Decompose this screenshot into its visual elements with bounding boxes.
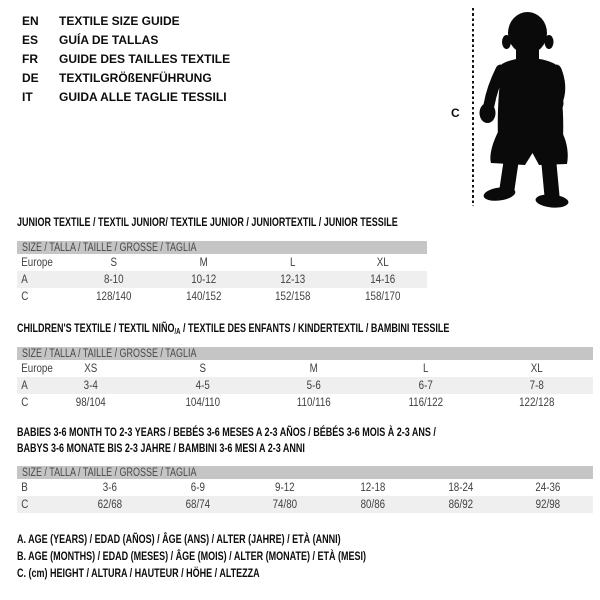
language-label: TEXTILGRÖßENFÜHRUNG (59, 70, 212, 85)
table-row-months (17, 479, 593, 496)
section-title-babies-line2: BABYS 3-6 MONATE BIS 2-3 JAHRE / BAMBINI 3-6 MESI A 2-3 ANNI (17, 441, 305, 455)
size-cell: 98/104 (75, 396, 106, 409)
size-cell: 68/74 (185, 498, 210, 511)
size-header-label: SIZE / TALLA / TAILLE / GRÖSSE / TAGLIA (22, 347, 197, 360)
size-cell: L (290, 256, 296, 269)
size-cell: 12-13 (280, 273, 306, 286)
section-title-junior: JUNIOR TEXTILE / TEXTIL JUNIOR/ TEXTILE JUNIOR / JUNIORTEXTIL / JUNIOR TESSILE (17, 215, 398, 229)
row-label: C (21, 290, 29, 303)
size-header-label: SIZE / TALLA / TAILLE / GRÖSSE / TAGLIA (22, 466, 197, 479)
table-row-height (17, 496, 593, 513)
size-cell: XS (84, 362, 98, 375)
row-label: A (21, 273, 28, 286)
language-label: GUIDA ALLE TAGLIE TESSILI (59, 89, 227, 104)
height-measure-dashed-line (472, 8, 474, 206)
size-cell: 140/152 (185, 290, 221, 303)
size-cell: 158/170 (364, 290, 400, 303)
size-cell: L (422, 362, 428, 375)
row-label: C (21, 498, 29, 511)
table-row-height (17, 394, 593, 411)
table-row-age (17, 377, 593, 394)
size-cell: 128/140 (96, 290, 132, 303)
size-cell: 86/92 (448, 498, 473, 511)
language-row-it (22, 87, 230, 106)
language-label: GUIDE DES TAILLES TEXTILE (59, 51, 231, 66)
legend-footnotes (17, 531, 482, 582)
size-header-label: SIZE / TALLA / TAILLE / GRÖSSE / TAGLIA (22, 241, 197, 254)
language-code: DE (22, 70, 39, 85)
title-text: CHILDREN'S TEXTILE / TEXTIL NIÑO (17, 321, 175, 335)
language-label: GUÍA DE TALLAS (59, 32, 159, 47)
size-cell: 8-10 (103, 273, 124, 286)
children-size-table (17, 347, 593, 411)
size-cell: 6-7 (418, 379, 433, 392)
size-cell: XL (376, 256, 389, 269)
size-cell: M (199, 256, 208, 269)
size-cell: 10-12 (190, 273, 216, 286)
size-cell: 9-12 (275, 481, 296, 494)
size-cell: 122/128 (519, 396, 555, 409)
title-subscript: /A (174, 327, 181, 336)
size-cell: 18-24 (448, 481, 474, 494)
row-label: A (21, 379, 28, 392)
section-title-babies-line1: BABIES 3-6 MONTH TO 2-3 YEARS / BEBÉS 3-6 MESES A 2-3 AÑOS / BÉBÉS 3-6 MOIS À 2-3 ANS / (17, 425, 436, 439)
language-code: FR (22, 51, 38, 66)
row-label: Europe (21, 362, 53, 375)
size-header-bar (17, 241, 427, 254)
size-cell: 62/68 (97, 498, 123, 511)
size-cell: S (198, 362, 206, 375)
size-cell: 6-9 (190, 481, 205, 494)
size-header-bar (17, 466, 593, 479)
row-label: B (21, 481, 28, 494)
size-cell: 110/116 (296, 396, 331, 409)
language-code: ES (22, 32, 39, 47)
table-row-age (17, 271, 427, 288)
size-cell: S (110, 256, 118, 269)
size-cell: 3-6 (102, 481, 117, 494)
language-row-fr (22, 49, 230, 68)
table-row-height (17, 288, 427, 305)
size-cell: 14-16 (369, 273, 395, 286)
language-code: IT (22, 89, 33, 104)
baby-silhouette-icon (478, 6, 578, 208)
size-cell: 116/122 (407, 396, 443, 409)
size-cell: 12-18 (360, 481, 386, 494)
table-row-europe (17, 254, 427, 271)
size-cell: 80/86 (360, 498, 386, 511)
size-header-bar (17, 347, 593, 360)
footnote-height-cm: C. (cm) HEIGHT / ALTURA / HAUTEUR / HÖHE / ALTEZZA (17, 566, 260, 580)
row-label: C (21, 396, 29, 409)
size-cell: 4-5 (195, 379, 210, 392)
footnote-age-months: B. AGE (MONTHS) / EDAD (MESES) / ÂGE (MOIS) / ALTER (MONATE) / ETÀ (MESI) (17, 549, 366, 563)
section-title-children (17, 320, 449, 340)
size-cell: XL (530, 362, 543, 375)
language-code: EN (22, 13, 39, 28)
table-row-europe (17, 360, 593, 377)
title-text: / TEXTILE DES ENFANTS / KINDERTEXTIL / BAMBINI TESSILE (180, 321, 450, 335)
row-label: Europe (21, 256, 53, 269)
junior-size-table (17, 241, 427, 305)
size-cell: 152/158 (275, 290, 311, 303)
size-cell: 92/98 (536, 498, 561, 511)
language-label: TEXTILE SIZE GUIDE (59, 13, 180, 28)
size-cell: 5-6 (306, 379, 321, 392)
language-row-de (22, 68, 230, 87)
size-cell: 7-8 (529, 379, 544, 392)
size-cell: 104/110 (184, 396, 220, 409)
language-row-es (22, 30, 230, 49)
size-cell: 24-36 (535, 481, 561, 494)
size-cell: 74/80 (272, 498, 298, 511)
size-cell: 3-4 (83, 379, 98, 392)
height-measure-label: C (451, 106, 460, 120)
language-row-en (22, 11, 230, 30)
footnote-age-years: A. AGE (YEARS) / EDAD (AÑOS) / ÂGE (ANS) / ALTER (JAHRE) / ETÀ (ANNI) (17, 532, 341, 546)
language-list (22, 11, 230, 106)
size-cell: M (309, 362, 318, 375)
babies-size-table (17, 466, 593, 513)
